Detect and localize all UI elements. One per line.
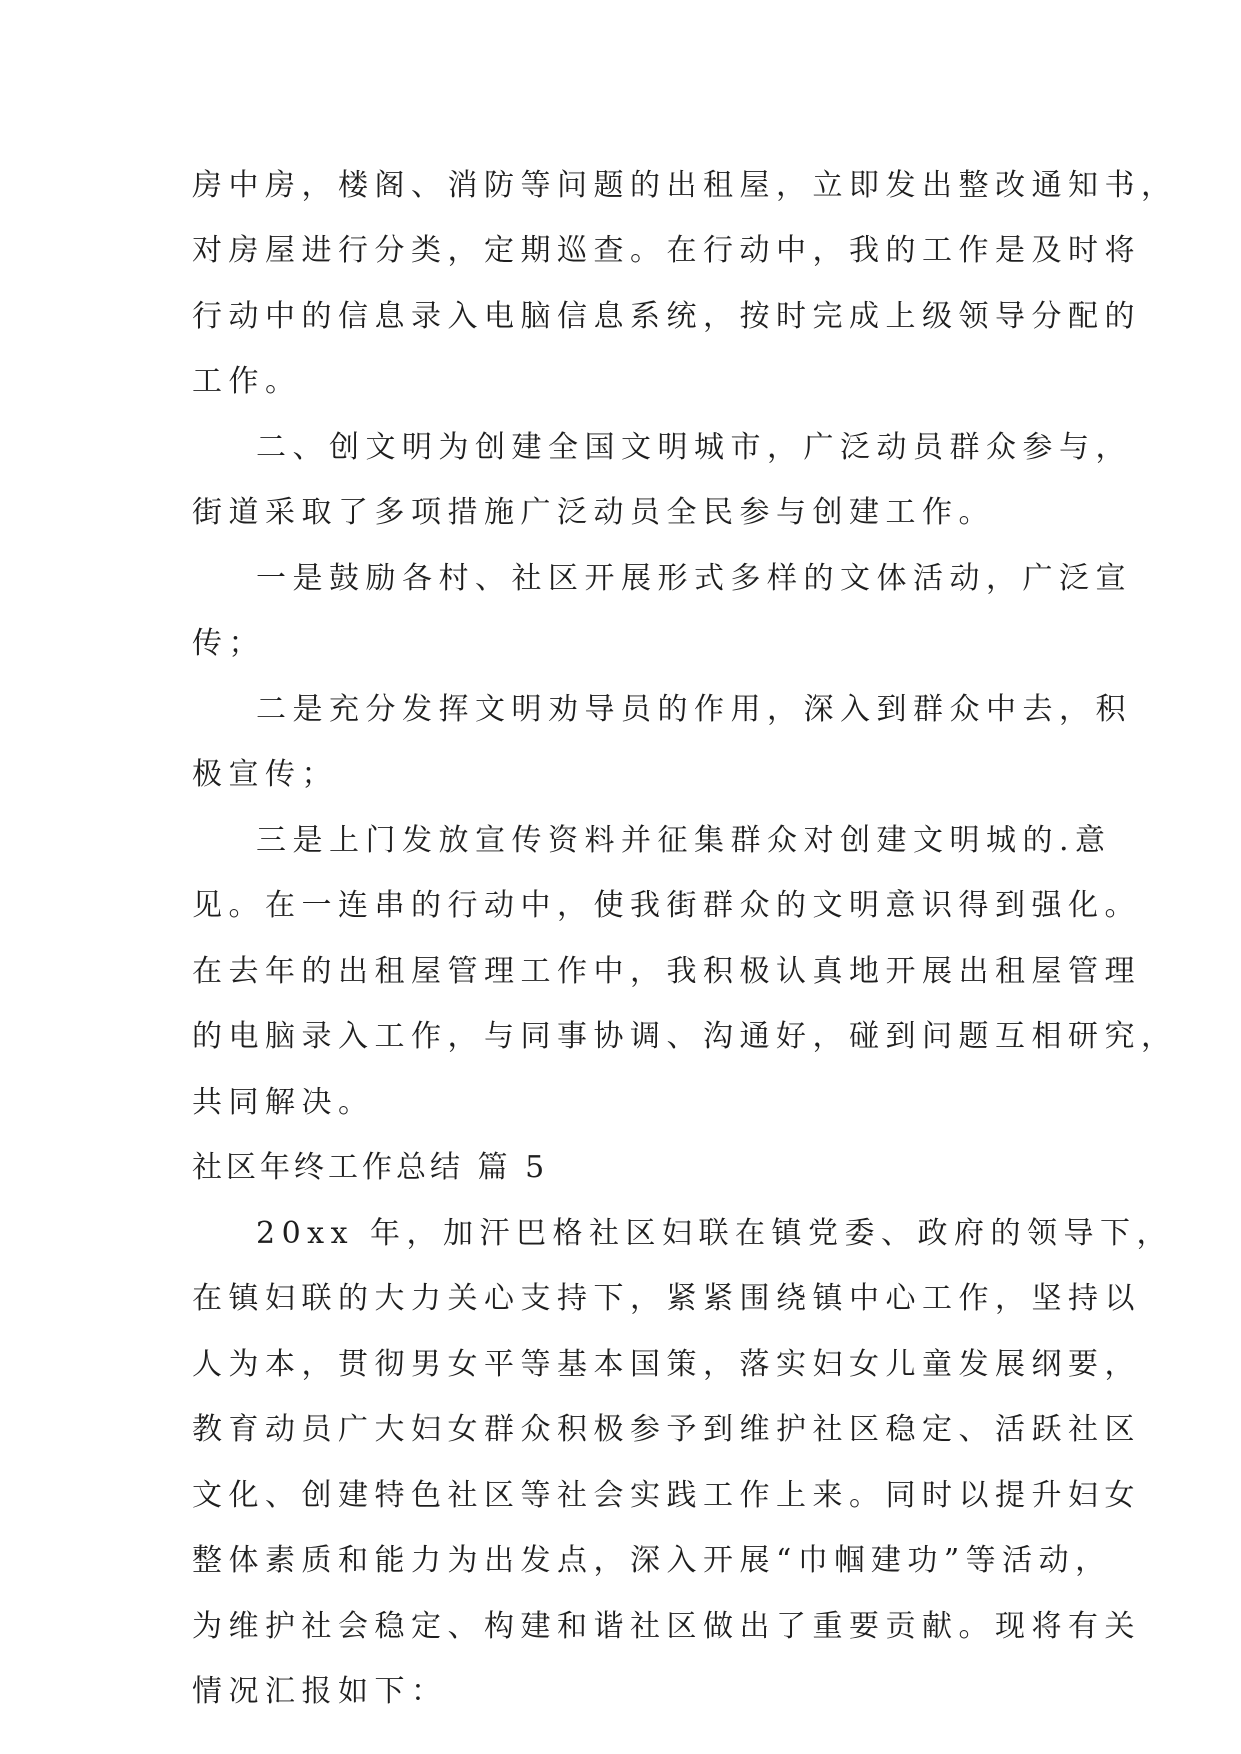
paragraph-line: 为维护社会稳定、构建和谐社区做出了重要贡献。现将有关 <box>192 1609 1141 1644</box>
paragraph-line: 对房屋进行分类，定期巡查。在行动中，我的工作是及时将 <box>192 233 1141 268</box>
paragraph-line: 见。在一连串的行动中，使我街群众的文明意识得到强化。 <box>192 888 1141 923</box>
paragraph-line: 在镇妇联的大力关心支持下，紧紧围绕镇中心工作，坚持以 <box>192 1281 1141 1316</box>
section-heading: 社区年终工作总结 篇 5 <box>192 1150 549 1185</box>
paragraph-line: 工作。 <box>192 364 302 399</box>
paragraph-line: 街道采取了多项措施广泛动员全民参与创建工作。 <box>192 495 995 530</box>
paragraph-line: 极宣传； <box>192 757 338 792</box>
paragraph-line: 一是鼓励各村、社区开展形式多样的文体活动，广泛宣 <box>256 561 1132 596</box>
paragraph-line: 整体素质和能力为出发点，深入开展“巾帼建功”等活动， <box>192 1543 1112 1578</box>
paragraph-line: 二是充分发挥文明劝导员的作用，深入到群众中去，积 <box>256 692 1132 727</box>
paragraph-line: 情况汇报如下： <box>192 1674 448 1709</box>
paragraph-line: 二、创文明为创建全国文明城市，广泛动员群众参与， <box>256 430 1132 465</box>
paragraph-line: 20xx 年，加汗巴格社区妇联在镇党委、政府的领导下， <box>256 1216 1174 1251</box>
paragraph-line: 人为本，贯彻男女平等基本国策，落实妇女儿童发展纲要， <box>192 1347 1141 1382</box>
paragraph-line: 三是上门发放宣传资料并征集群众对创建文明城的.意 <box>256 823 1112 858</box>
paragraph-line: 行动中的信息录入电脑信息系统，按时完成上级领导分配的 <box>192 299 1141 334</box>
paragraph-line: 传； <box>192 626 265 661</box>
paragraph-line: 文化、创建特色社区等社会实践工作上来。同时以提升妇女 <box>192 1478 1141 1513</box>
paragraph-line: 共同解决。 <box>192 1085 375 1120</box>
paragraph-line: 的电脑录入工作，与同事协调、沟通好，碰到问题互相研究， <box>192 1019 1178 1054</box>
paragraph-line: 在去年的出租屋管理工作中，我积极认真地开展出租屋管理 <box>192 954 1141 989</box>
paragraph-line: 教育动员广大妇女群众积极参予到维护社区稳定、活跃社区 <box>192 1412 1141 1447</box>
paragraph-line: 房中房，楼阁、消防等问题的出租屋，立即发出整改通知书， <box>192 168 1178 203</box>
